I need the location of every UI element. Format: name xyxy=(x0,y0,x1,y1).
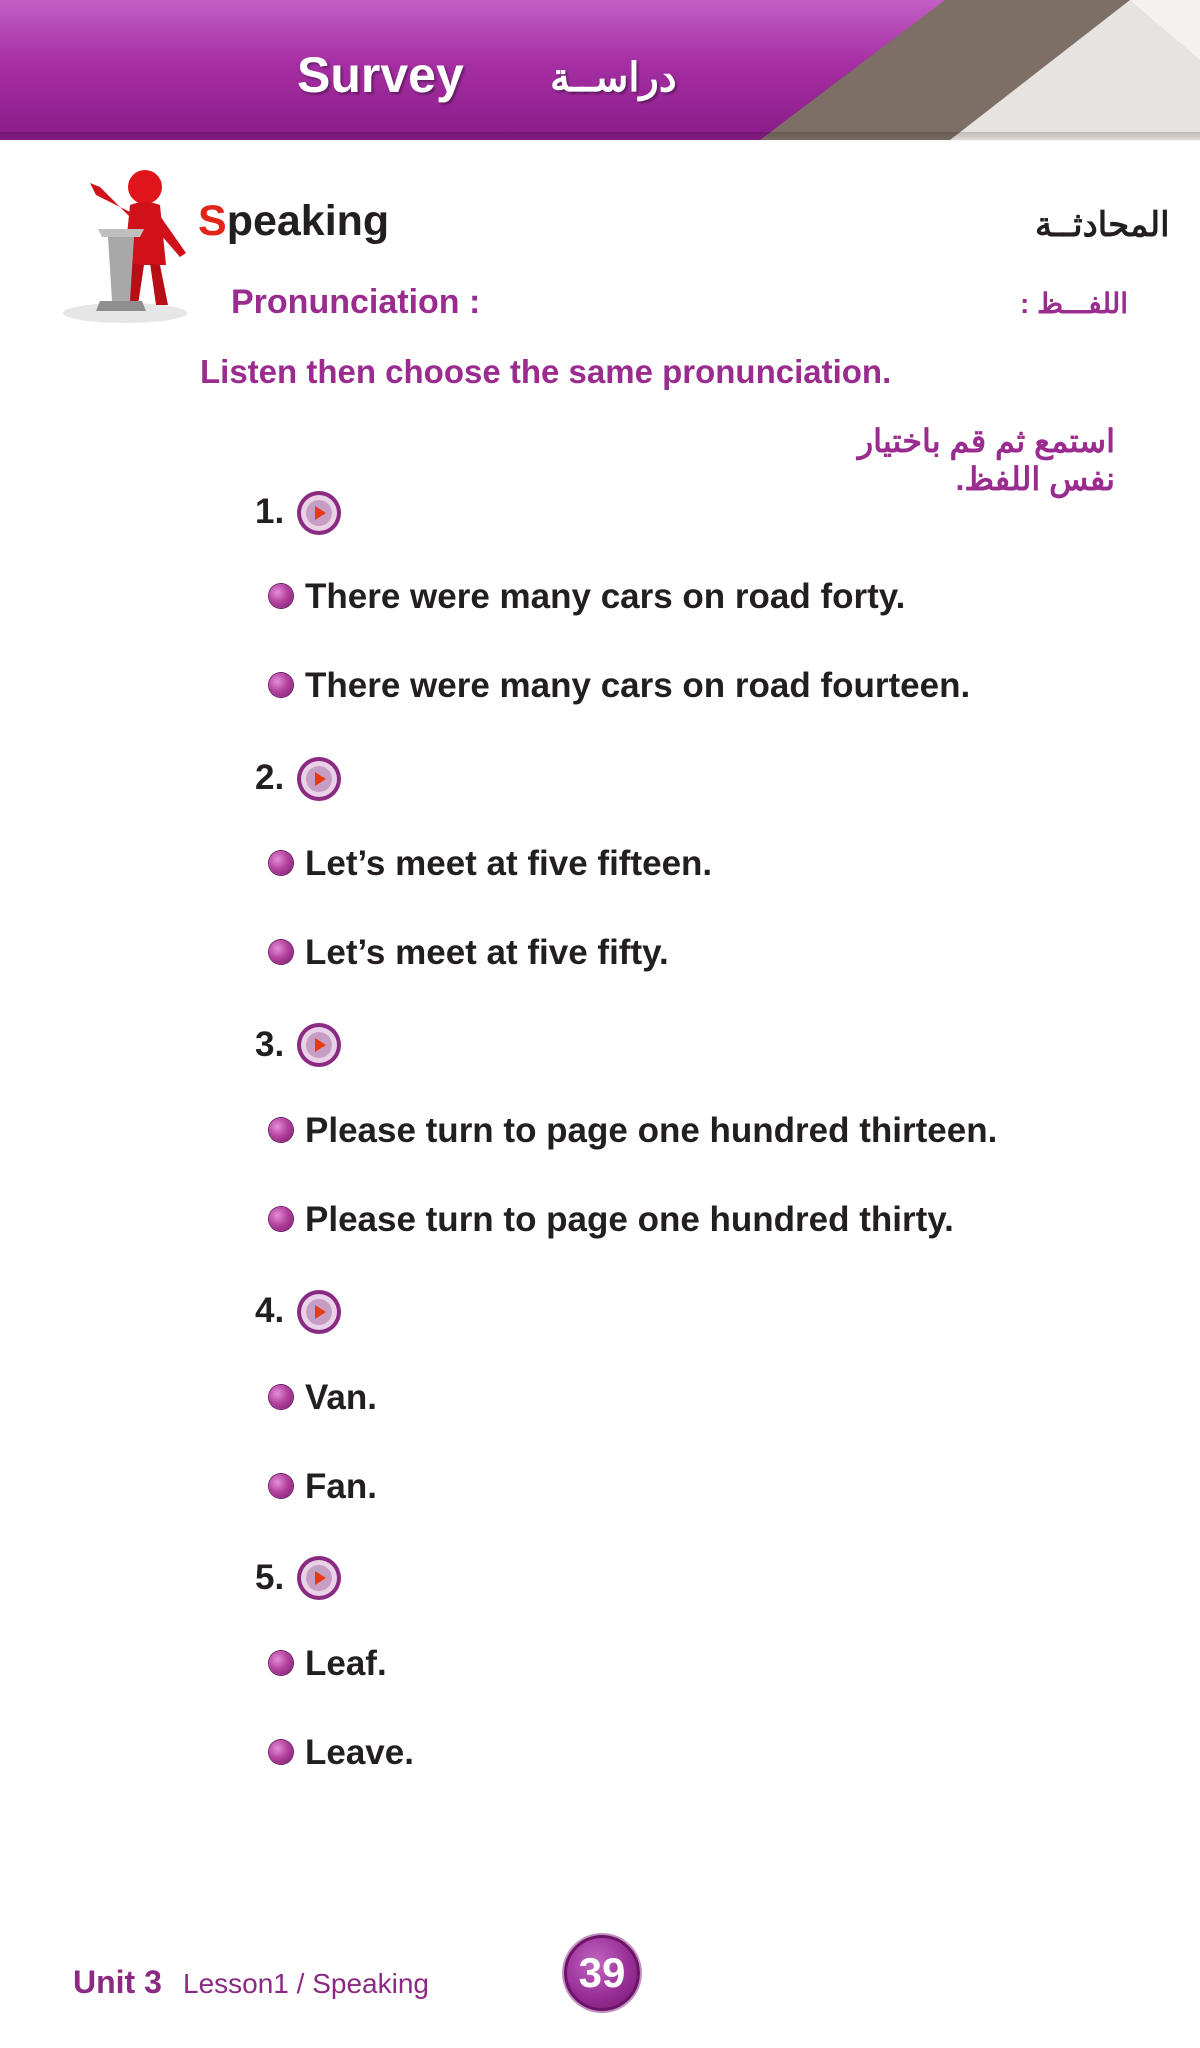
option-text[interactable]: Let’s meet at five fifty. xyxy=(305,933,669,972)
footer-unit: Unit 3 xyxy=(73,1964,162,2000)
instruction: Listen then choose the same pronunciation. xyxy=(200,353,892,390)
page-number-badge: 39 xyxy=(564,1935,640,2011)
radio-bullet-icon[interactable] xyxy=(269,1474,293,1498)
radio-bullet-icon[interactable] xyxy=(269,851,293,875)
radio-bullet-icon[interactable] xyxy=(269,1651,293,1675)
section-title-first-letter: S xyxy=(198,197,227,245)
question-number: 1. xyxy=(255,492,285,531)
play-icon[interactable] xyxy=(295,489,343,537)
option-text[interactable]: Fan. xyxy=(305,1467,377,1506)
option-text[interactable]: Please turn to page one hundred thirteen. xyxy=(305,1111,998,1150)
radio-bullet-icon[interactable] xyxy=(269,1118,293,1142)
question-number: 2. xyxy=(255,758,285,797)
option-text[interactable]: Van. xyxy=(305,1378,377,1417)
question-number: 3. xyxy=(255,1025,285,1064)
speaker-figure-icon xyxy=(60,165,195,325)
radio-bullet-icon[interactable] xyxy=(269,584,293,608)
option-text[interactable]: There were many cars on road fourteen. xyxy=(305,666,971,705)
radio-bullet-icon[interactable] xyxy=(269,673,293,697)
radio-bullet-icon[interactable] xyxy=(269,940,293,964)
section-title xyxy=(198,197,389,246)
header-shadow xyxy=(0,132,1200,142)
footer-lesson: Lesson1 / Speaking xyxy=(183,1968,429,1999)
option-text[interactable]: Leave. xyxy=(305,1733,414,1772)
play-icon[interactable] xyxy=(295,755,343,803)
play-icon[interactable] xyxy=(295,1288,343,1336)
option-text[interactable]: Let’s meet at five fifteen. xyxy=(305,844,713,883)
instruction-arabic: استمع ثم قم باختيار نفس اللفظ. xyxy=(857,423,1115,497)
question-number: 4. xyxy=(255,1291,285,1330)
subtitle-arabic: اللفـــظ : xyxy=(1020,288,1129,319)
radio-bullet-icon[interactable] xyxy=(269,1740,293,1764)
question-number: 5. xyxy=(255,1558,285,1597)
subtitle: Pronunciation : xyxy=(231,283,481,321)
radio-bullet-icon[interactable] xyxy=(269,1207,293,1231)
header-title-arabic: دراســة xyxy=(550,56,677,100)
option-text[interactable]: Leaf. xyxy=(305,1644,387,1683)
radio-bullet-icon[interactable] xyxy=(269,1385,293,1409)
option-text[interactable]: There were many cars on road forty. xyxy=(305,577,906,616)
section-title-rest: peaking xyxy=(226,197,390,245)
play-icon[interactable] xyxy=(295,1021,343,1069)
play-icon[interactable] xyxy=(295,1554,343,1602)
section-title-arabic: المحادثــة xyxy=(1035,206,1170,244)
header-title: Survey xyxy=(297,47,464,103)
option-text[interactable]: Please turn to page one hundred thirty. xyxy=(305,1200,954,1239)
